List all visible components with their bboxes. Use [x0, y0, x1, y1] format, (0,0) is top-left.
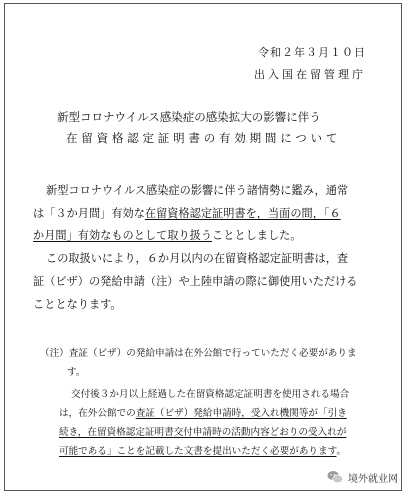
body-paragraph-1-line-1: 新型コロナウイルス感染症の影響に伴う諸情勢に鑑み，通常: [46, 184, 349, 197]
body-paragraph-2-line-3: こととなります。: [33, 298, 122, 311]
note-line-1: （注）査証（ビザ）の発給申請は在外公館で行っていただく必要がありま: [40, 348, 357, 359]
underlined-text: か月間」有効なものとして取り扱う: [33, 229, 213, 242]
underlined-text: 在留資格認定証明書を，当面の間，「６: [144, 207, 341, 220]
issuing-agency: 出入国在留管理庁: [254, 68, 366, 81]
watermark: [326, 468, 398, 486]
underlined-text: 可能である」ことを記載した文書を提出いただく必要があります: [59, 446, 337, 457]
text-span: は，在外公館での: [59, 408, 136, 419]
body-paragraph-1-line-2: [33, 205, 341, 221]
document-date: 令和２年３月１０日: [258, 46, 366, 59]
body-paragraph-2-line-1: この取扱いにより，６か月以内の在留資格認定証明書は，査: [46, 252, 349, 265]
wechat-icon: [326, 468, 344, 486]
note-line-4: [59, 405, 347, 419]
note-line-6: [59, 443, 346, 457]
watermark-text: 境外就业网: [348, 473, 398, 485]
text-span: こととしました。: [212, 229, 302, 242]
body-paragraph-2-line-2: 証（ビザ）の発給申請（注）や上陸申請の際に御使用いただける: [33, 275, 358, 288]
note-line-3: 交付後３か月以上経過した在留資格認定証明書を使用される場合: [71, 389, 350, 400]
underlined-text: 査証（ビザ）発給申請時，受入れ機関等が「引き: [135, 408, 347, 419]
text-span: は「３か月間」有効な: [33, 207, 145, 220]
body-paragraph-1-line-3: [33, 227, 302, 243]
note-line-2: す。: [67, 367, 86, 378]
text-span: 。: [336, 446, 347, 457]
title-line-2: 在留資格認定証明書の有効期間について: [66, 131, 342, 145]
note-line-5: 続き，在留資格認定証明書交付申請時の活動内容どおりの受入れが: [59, 427, 347, 438]
title-line-1: 新型コロナウイルス感染症の感染拡大の影響に伴う: [57, 110, 321, 124]
